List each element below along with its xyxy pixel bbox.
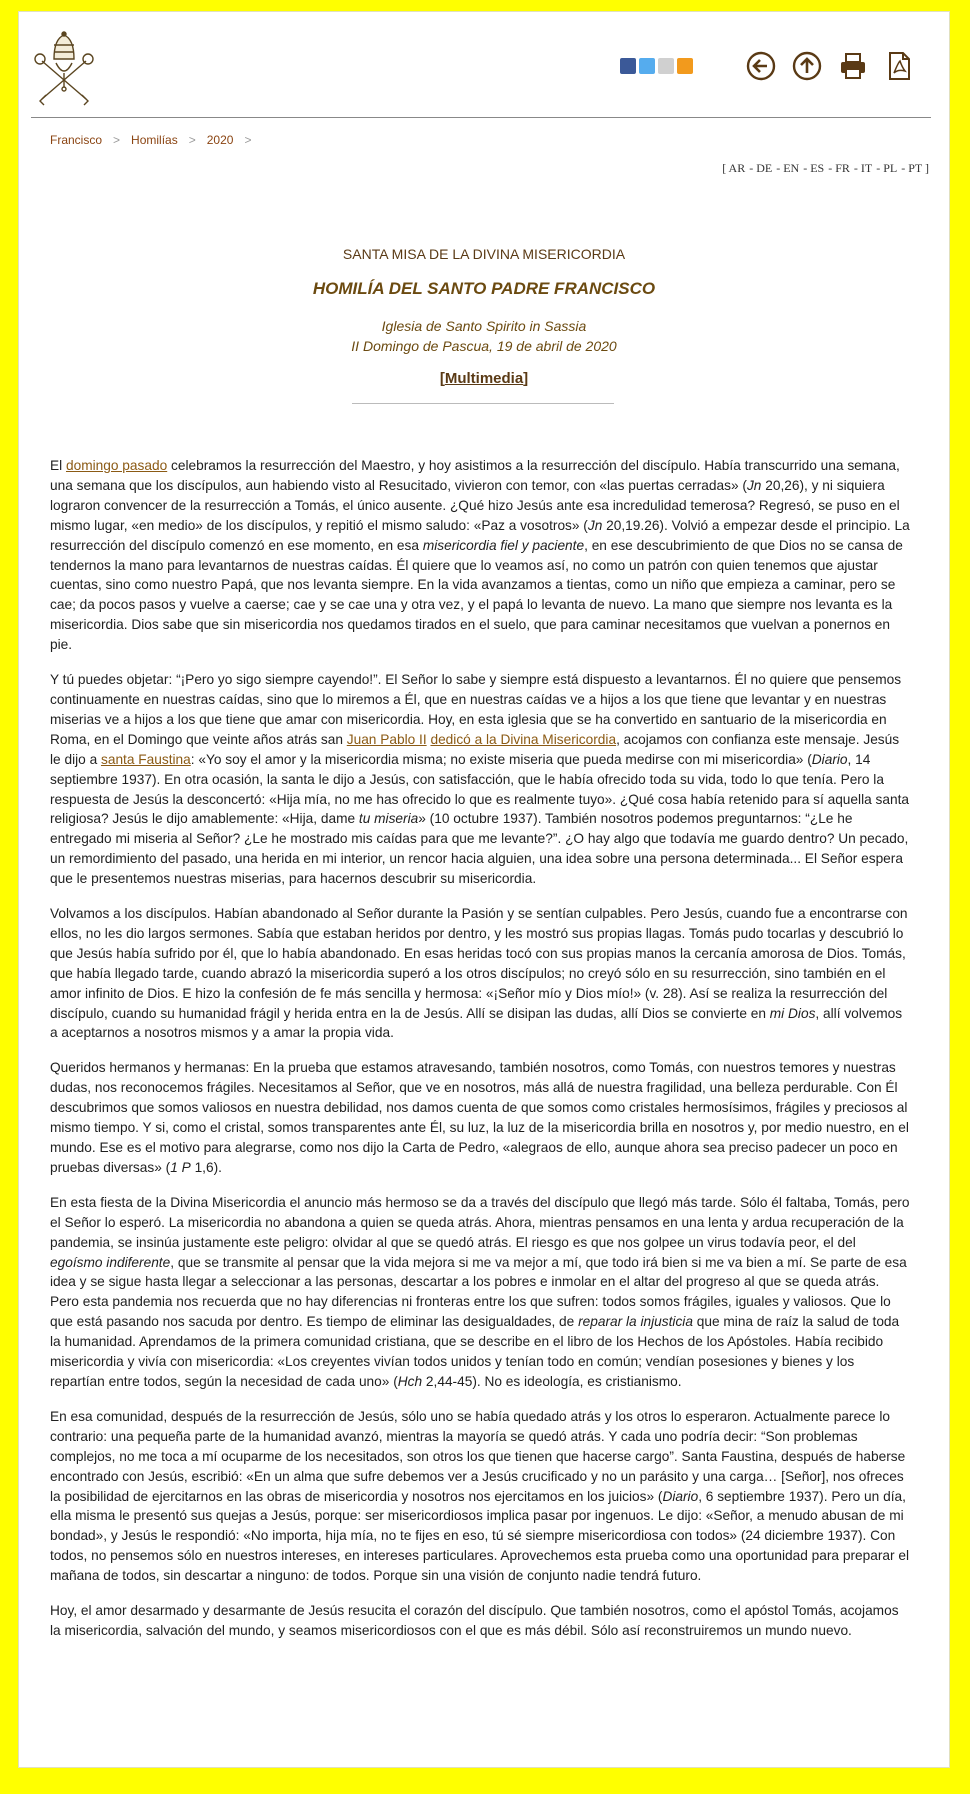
lang-pt[interactable]: - PT ] <box>901 161 929 175</box>
paragraph <box>50 1058 910 1177</box>
inline-link[interactable]: santa Faustina <box>100 751 191 767</box>
text-run: , acojamos con confianza este mensaje. Jesús le dijo a <box>50 731 900 767</box>
bracket-open: [ <box>439 370 445 387</box>
italic-text: Diario <box>662 1488 699 1504</box>
italic-text: mi Dios <box>769 1005 816 1021</box>
text-run: En esta fiesta de la Divina Misericordia el anuncio más hermoso se da a través del discípulo que llegó más tarde. Sólo él faltaba, Tomás, pero el Señor lo esperó. La misericordia no abandona a quien se queda atrás. Ahora, mientras pensamos en una lenta y ardua recuperación de la pandemia, se insinúa justamente este peligro: olvidar al que se quedó atrás. El riesgo es que nos golpee un virus todavía peor, el del <box>50 1194 910 1250</box>
inline-link[interactable]: Juan Pablo II <box>346 731 427 747</box>
page <box>18 11 950 1768</box>
page-title: HOMILÍA DEL SANTO PADRE FRANCISCO <box>312 279 656 298</box>
text-run: , en ese descubrimiento de que Dios no se cansa de tendernos la mano para levantarnos de nuestras caídas. Él quiere que lo veamos así, no como un patrón con quien tenemos que ajustar cuentas, sino como nuestro Papá, que nos levanta siempre. En la vida avanzamos a tientas, como un niño que empieza a caminar, pero se cae; da pocos pasos y vuelve a caerse; cae y se cae una y otra vez, y el papá lo levanta de nuevo. La mano que siempre nos levanta es la misericordia. Dios sabe que sin misericordia nos quedamos tirados en el suelo, que para caminar necesitamos que vuelvan a ponernos en pie. <box>50 537 903 653</box>
lang-es[interactable]: - ES <box>803 161 825 175</box>
inline-link[interactable]: dedicó a la Divina Misericordia <box>430 731 617 747</box>
bracket-close: ] <box>523 370 529 387</box>
italic-text: Jn <box>587 517 603 533</box>
italic-text: tu miseria <box>358 811 419 827</box>
mass-heading: SANTA MISA DE LA DIVINA MISERICORDIA <box>342 246 626 262</box>
place-and-date <box>19 316 949 356</box>
text-run: En esa comunidad, después de la resurrección de Jesús, sólo uno se había quedado atrás y los otros lo esperaron. Actualmente parece lo contrario: una pequeña parte de la humanidad avanzó, mientras la mayoría se quedó atrás. Y cada uno podría decir: “Son problemas complejos, no me toca a mí ocuparme de los necesitados, son otros los que tienen que hacerse cargo”. Santa Faustina, después de haberse encontrado con Jesús, escribió: «En un alma que sufre debemos ver a Jesús crucificado y no un parásito y una carga… [Señor], nos ofreces la posibilidad de ejercitarnos en las obras de misericordia y nosotros nos ejercitamos en los juicios» ( <box>50 1408 906 1504</box>
italic-text: Diario <box>811 751 848 767</box>
text-run: , allí volvemos a aceptarnos a nosotros mismos y a amar la propia vida. <box>50 1005 903 1041</box>
breadcrumb-2020[interactable]: 2020 <box>206 133 234 147</box>
text-run: Volvamos a los discípulos. Habían abandonado al Señor durante la Pasión y se sentían culpables. Pero Jesús, cuando fue a encontrarse con ellos, no les dio largos sermones. Sabía que estaban heridos por dentro, y les mostró sus propias llagas. Tomás pudo tocarlas y descubrió lo que Jesús había sufrido por él, que lo había abandonado. En esas heridas tocó con sus propias manos la cercanía amorosa de Dios. Tomás, que había llegado tarde, cuando abrazó la misericordia superó a los otros discípulos; no creyó sólo en su resurrección, sino también en el amor infinito de Dios. E hizo la confesión de fe más sencilla y hermosa: «¡Señor mío y Dios mío!» (v. 28). Así se realiza la resurrección del discípulo, cuando su humanidad frágil y herida entra en la de Jesús. Allí se disipan las dudas, allí Dios se convierte en <box>50 906 908 1021</box>
inline-link[interactable]: domingo pasado <box>65 458 168 473</box>
lang-it[interactable]: - IT <box>853 161 873 175</box>
lang-en[interactable]: - EN <box>776 161 800 175</box>
page-tools <box>746 51 914 81</box>
text-run: , 14 septiembre 1937). En otra ocasión, la santa le dijo a Jesús, con satisfacción, que le había ofrecido toda su vida, todo lo que tenía. Pero la respuesta de Jesús la desconcertó: «Hija mía, no me has ofrecido lo que es realmente tuyo». ¿Qué cosa había retenido para sí aquella santa religiosa? Jesús le dijo amablemente: «Hija, dame <box>50 751 910 827</box>
text-run: 20,26), y ni siquiera lograron convencer de la resurrección a Tomás, el único ausente. ¿Qué hizo Jesús ante esa incredulidad temerosa? Regresó, se puso en el mismo lugar, «en medio» de los discípulos, y repitió el mismo saludo: «Paz a vosotros» ( <box>50 477 900 533</box>
pdf-icon[interactable] <box>884 51 914 81</box>
italic-text: Jn <box>746 477 762 493</box>
back-icon[interactable] <box>746 51 776 81</box>
lang-de[interactable]: - DE <box>749 161 773 175</box>
italic-text: misericordia fiel y paciente <box>422 537 585 553</box>
paragraph <box>50 670 910 889</box>
text-run: , que se transmite al pensar que la vida mejora si me va mejor a mí, que todo irá bien si me va bien a mí. Se parte de esa idea y se sigue hasta llegar a seleccionar a las personas, descartar a los pobres e inmolar en el altar del progreso al que se queda atrás. Pero esta pandemia nos recuerda que no hay diferencias ni fronteras entre los que sufren: todos somos frágiles, iguales y valiosos. Que lo que está pasando nos sacuda por dentro. Es tiempo de eliminar las desigualdades, de <box>50 1254 907 1330</box>
text-run: : «Yo soy el amor y la misericordia misma; no existe miseria que pueda medirse con mi misericordia» ( <box>190 751 812 767</box>
text-run: 1,6). <box>190 1159 222 1175</box>
chevron-right-icon: > <box>244 133 252 147</box>
social-share-bar <box>620 58 693 74</box>
text-run: » (10 octubre 1937). También nosotros podemos preguntarnos: “¿Le he entregado mi miseria al Señor? ¿Le he mostrado mis caídas para que me levante?”. ¿O hay algo que todavía me guardo dentro? Un pecado, un remordimiento del pasado, una herida en mi interior, un rencor hacia alguien, una idea sobre una persona determinada... El Señor espera que le presentemos nuestras miserias, para hacernos descubrir su misericordia. <box>50 811 909 887</box>
paragraph <box>50 904 910 1043</box>
text-run: Hoy, el amor desarmado y desarmante de Jesús resucita el corazón del discípulo. Que también nosotros, como el apóstol Tomás, acojamos la misericordia, salvación del mundo, y seamos misericordiosos con el que es más débil. Sólo así reconstruiremos un mundo nuevo. <box>50 1603 899 1638</box>
italic-text: reparar la injusticia <box>578 1314 693 1330</box>
homily-text <box>50 456 910 1656</box>
text-run: que mina de raíz la salud de toda la humanidad. Aprendamos de la primera comunidad cristiana, que se describe en el libro de los Hechos de los Apóstoles. Había recibido misericordia y vivía con misericordia: «Los creyentes vivían todos unidos y tenían todo en común; vendían posesiones y bienes y los repartían entre todos, según la necesidad de cada uno» ( <box>50 1314 900 1389</box>
print-icon[interactable] <box>838 51 868 81</box>
italic-text: Hch <box>397 1373 423 1389</box>
text-run: El <box>50 458 66 473</box>
chevron-right-icon: > <box>113 133 121 147</box>
text-run: 20,19.26). Volvió a empezar desde el principio. La resurrección del discípulo comenzó en ese momento, en esa <box>50 517 910 553</box>
italic-text: egoísmo indiferente <box>50 1254 171 1270</box>
header-divider <box>31 117 931 118</box>
twitter-icon[interactable] <box>639 58 655 74</box>
lang-fr[interactable]: - FR <box>828 161 850 175</box>
italic-text: 1 P <box>170 1159 191 1175</box>
facebook-icon[interactable] <box>620 58 636 74</box>
rss-icon[interactable] <box>677 58 693 74</box>
lang-pl[interactable]: - PL <box>876 161 898 175</box>
email-icon[interactable] <box>658 58 674 74</box>
text-run: , 6 septiembre 1937). Pero un día, ella misma le presentó sus quejas a Jesús, porque: ser misericordiosos implica pasar por ingenuos. Le dijo: «Señor, a menudo abusan de mi bondad», y Jesús le respondió: «No importa, hija mía, no te fijes en eso, tú sé siempre misericordiosa con todos» (24 diciembre 1937). Con todos, no pensemos sólo en nuestros intereses, en intereses particulares. Aprovechemos esta prueba como una oportunidad para preparar el mañana de todos, sin descartar a ninguno: de todos. Porque sin una visión de conjunto nadie tendrá futuro. <box>50 1488 910 1584</box>
up-icon[interactable] <box>792 51 822 81</box>
vatican-coat-of-arms-logo[interactable] <box>30 29 98 107</box>
multimedia-block <box>19 370 949 387</box>
title-divider <box>352 403 614 404</box>
paragraph <box>50 1601 910 1641</box>
paragraph <box>50 1407 910 1586</box>
multimedia-link[interactable]: Multimedia <box>444 370 524 387</box>
lang-ar[interactable]: [ AR <box>722 161 746 175</box>
text-run: celebramos la resurrección del Maestro, y hoy asistimos a la resurrección del discípulo. Había transcurrido una semana, una semana que los discípulos, aun habiendo visto al Resucitado, vivieron con temor, con «las puertas cerradas» ( <box>50 458 900 493</box>
text-run: Queridos hermanos y hermanas: En la prueba que estamos atravesando, también nosotros, como Tomás, con nuestros temores y nuestras dudas, nos reconocemos frágiles. Necesitamos al Señor, que ve en nosotros, más allá de nuestra fragilidad, una belleza perdurable. Con Él descubrimos que somos valiosos en nuestra debilidad, nos damos cuenta de que somos como cristales hermosísimos, frágiles y preciosos al mismo tiempo. Y si, como el cristal, somos transparentes ante Él, su luz, la luz de la misericordia brilla en nosotros y, por medio nuestro, en el mundo. Ese es el motivo para alegrarse, como nos dijo la Carta de Pedro, «alegraos de ello, aunque ahora sea preciso padecer un poco en pruebas diversas» ( <box>50 1060 909 1175</box>
breadcrumb <box>50 133 262 147</box>
chevron-right-icon: > <box>188 133 196 147</box>
breadcrumb-homilias[interactable]: Homilías <box>131 133 178 147</box>
language-switcher <box>720 161 931 176</box>
text-run: 2,44-45). No es ideología, es cristianismo. <box>422 1373 682 1389</box>
paragraph <box>50 456 910 655</box>
text-run: Y tú puedes objetar: “¡Pero yo sigo siempre cayendo!”. El Señor lo sabe y siempre está dispuesto a levantarnos. Él no quiere que pensemos continuamente en nuestras caídas, sino que lo miremos a Él, que en nuestras caídas ve a hijos a los que tiene que levantar y en nuestras miserias ve a hijos a los que tiene que amar con misericordia. Hoy, en esta iglesia que se ha convertido en santuario de la misericordia en Roma, en el Domingo que veinte años atrás san <box>50 672 902 747</box>
date-line: II Domingo de Pascua, 19 de abril de 2020 <box>351 338 617 354</box>
church-name: Iglesia de Santo Spirito in Sassia <box>381 318 587 334</box>
paragraph <box>50 1193 910 1392</box>
breadcrumb-francisco[interactable]: Francisco <box>50 133 103 147</box>
